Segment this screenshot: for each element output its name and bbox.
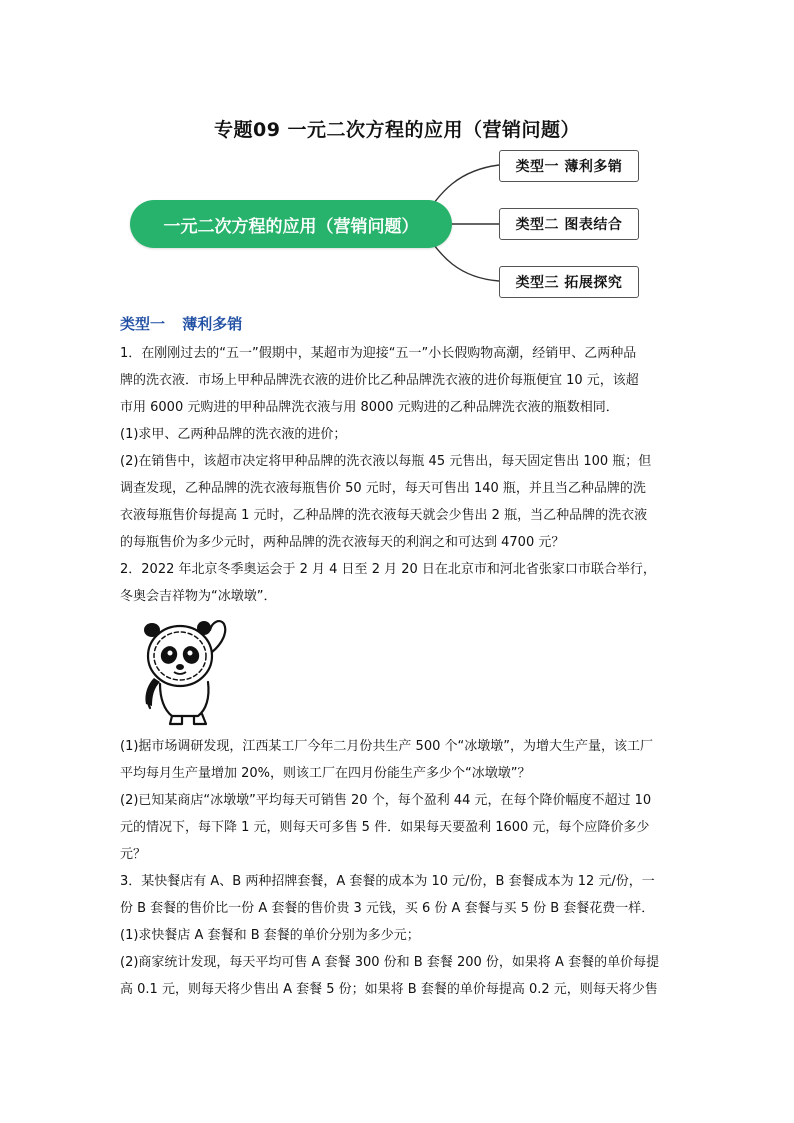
problem-line: (1)求甲、乙两种品牌的洗衣液的进价； (120, 427, 347, 442)
page-title: 专题09 一元二次方程的应用（营销问题） (213, 119, 581, 141)
problem-line: 平均每月生产量增加 20%，则该工厂在四月份能生产多少个“冰墩墩”？ (120, 766, 531, 781)
problem-line: 牌的洗衣液．市场上甲种品牌洗衣液的进价比乙种品牌洗衣液的进价每瓶便宜 10 元，该超 (120, 373, 639, 388)
problem-line: (2)在销售中，该超市决定将甲种品牌的洗衣液以每瓶 45 元售出，每天固定售出 100 瓶；但 (120, 454, 652, 469)
problem-line: 元的情况下，每下降 1 元，则每天可多售 5 件．如果每天要盈利 1600 元，每个应降价多少 (120, 820, 650, 835)
problem-line: 3．某快餐店有 A、B 两种招牌套餐，A 套餐的成本为 10 元/份，B 套餐成本为 12 元/份，一 (120, 874, 655, 889)
mindmap-branch-type2: 类型二 图表结合 (499, 208, 639, 240)
problem-line: 1．在刚刚过去的“五一”假期中，某超市为迎接“五一”小长假购物高潮，经销甲、乙两种品 (120, 346, 637, 361)
mindmap-branch-type3: 类型三 拓展探究 (499, 266, 639, 298)
problem-line: 元？ (120, 847, 147, 862)
problem-line: 份 B 套餐的售价比一份 A 套餐的售价贵 3 元钱，买 6 份 A 套餐与买 5 份 B 套餐花费一样． (120, 901, 655, 916)
mindmap-central-node: 一元二次方程的应用（营销问题） (130, 200, 452, 248)
problem-line: (2)已知某商店“冰墩墩”平均每天可销售 20 个，每个盈利 44 元，在每个降价幅度不超过 10 (120, 793, 652, 808)
problem-line: 衣液每瓶售价每提高 1 元时，乙种品牌的洗衣液每天就会少售出 2 瓶，当乙种品牌的洗衣液 (120, 508, 648, 523)
mindmap-branch-type1: 类型一 薄利多销 (499, 150, 639, 182)
problem-line: (2)商家统计发现，每天平均可售 A 套餐 300 份和 B 套餐 200 份，如果将 A 套餐的单价每提 (120, 955, 660, 970)
problem-line: 的每瓶售价为多少元时，两种品牌的洗衣液每天的利润之和可达到 4700 元？ (120, 535, 565, 550)
problem-line: 2．2022 年北京冬季奥运会于 2 月 4 日至 2 月 20 日在北京市和河北省张家口市联合举行， (120, 562, 656, 577)
problem-line: 调查发现，乙种品牌的洗衣液每瓶售价 50 元时，每天可售出 140 瓶，并且当乙种品牌的洗 (120, 481, 646, 496)
problem-line: 冬奥会吉祥物为“冰墩墩”． (120, 589, 277, 604)
problem-line: (1)据市场调研发现，江西某工厂今年二月份共生产 500 个“冰墩墩”，为增大生产量，该工厂 (120, 739, 653, 754)
problem-line: (1)求快餐店 A 套餐和 B 套餐的单价分别为多少元； (120, 928, 420, 943)
section-heading: 类型一 薄利多销 (120, 315, 243, 333)
problem-line: 高 0.1 元，则每天将少售出 A 套餐 5 份；如果将 B 套餐的单价每提高 0.2 元，则每天将少售 (120, 982, 658, 997)
problem-line: 市用 6000 元购进的甲种品牌洗衣液与用 8000 元购进的乙种品牌洗衣液的瓶数相同． (120, 400, 619, 415)
mascot-bing-dwen-dwen-image (138, 614, 238, 726)
